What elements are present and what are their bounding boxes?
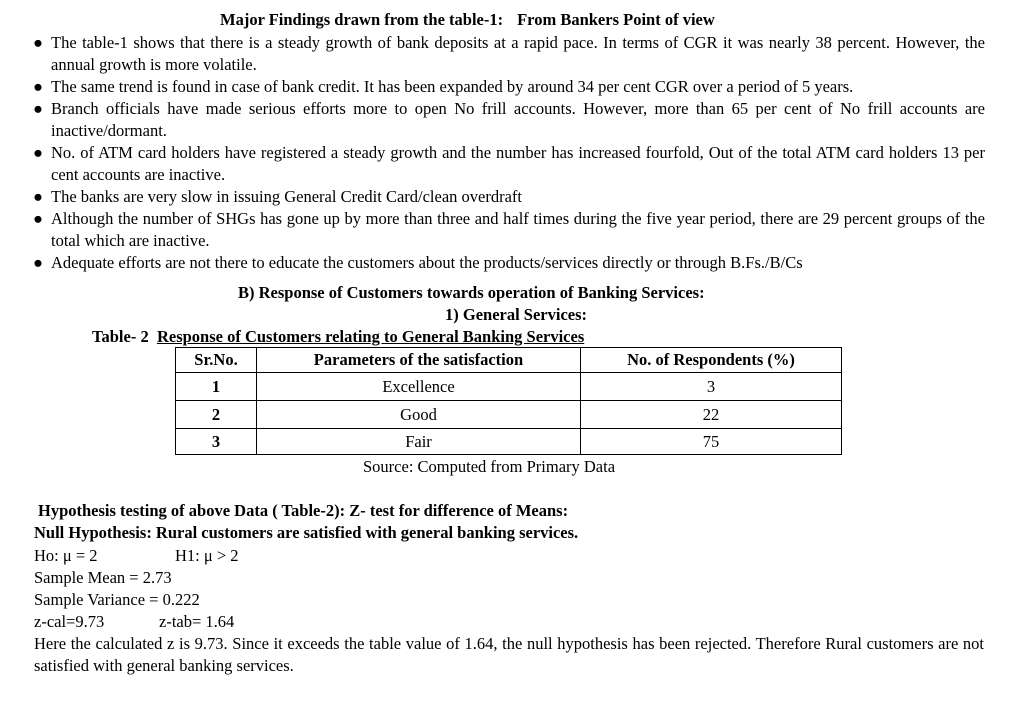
z-tab: z-tab= 1.64 xyxy=(159,612,235,631)
findings-heading-left: Major Findings drawn from the table-1: xyxy=(220,10,504,29)
bullet-icon: ● xyxy=(33,187,43,206)
bullet-icon: ● xyxy=(33,33,43,52)
list-item: ● The table-1 shows that there is a steady growth of bank deposits at a rapid pace. In terms of CGR it was nearly 38 percent. However, the annual growth is more volatile. xyxy=(33,33,985,74)
table-caption-title: Response of Customers relating to General Banking Services xyxy=(156,327,585,346)
h1-statement: H1: μ > 2 xyxy=(175,546,239,565)
bullet-icon: ● xyxy=(33,253,43,272)
list-item: ● Branch officials have made serious efforts more to open No frill accounts. However, more than 65 per cent of No frill accounts are inactive/dormant. xyxy=(33,99,985,140)
list-item: ● The same trend is found in case of bank credit. It has been expanded by around 34 per cent CGR over a period of 5 years. xyxy=(33,77,854,96)
cell-respondents: 75 xyxy=(581,429,842,455)
bullet-icon: ● xyxy=(33,99,43,118)
cell-respondents: 22 xyxy=(581,401,842,429)
sample-variance: Sample Variance = 0.222 xyxy=(34,590,200,609)
cell-sr-no: 1 xyxy=(176,373,257,401)
table-row xyxy=(176,401,842,429)
cell-respondents: 3 xyxy=(581,373,842,401)
table-header-row xyxy=(176,348,842,373)
null-hypothesis: Null Hypothesis: Rural customers are satisfied with general banking services. xyxy=(34,523,579,542)
satisfaction-table xyxy=(175,347,842,455)
list-item: ● Although the number of SHGs has gone up by more than three and half times during the five year period, there are 29 percent groups of the total which are inactive. xyxy=(33,209,985,250)
hypothesis-heading: Hypothesis testing of above Data ( Table-2): Z- test for difference of Means: xyxy=(38,501,569,520)
table-source: Source: Computed from Primary Data xyxy=(363,457,616,476)
findings-heading-right: From Bankers Point of view xyxy=(517,10,715,29)
ho-statement: Ho: μ = 2 xyxy=(34,546,98,565)
cell-sr-no: 2 xyxy=(176,401,257,429)
bullet-icon: ● xyxy=(33,77,43,96)
header-sr-no: Sr.No. xyxy=(176,348,257,373)
cell-parameter: Good xyxy=(257,401,581,429)
table-row xyxy=(176,373,842,401)
table-caption xyxy=(92,326,584,348)
table-row xyxy=(176,429,842,455)
table-caption-label: Table- 2 xyxy=(92,327,149,346)
cell-sr-no: 3 xyxy=(176,429,257,455)
header-respondents: No. of Respondents (%) xyxy=(581,348,842,373)
bullet-icon: ● xyxy=(33,209,43,228)
list-item: ● The banks are very slow in issuing General Credit Card/clean overdraft xyxy=(33,187,523,206)
cell-parameter: Excellence xyxy=(257,373,581,401)
section-b-heading: B) Response of Customers towards operation of Banking Services: xyxy=(238,283,705,302)
findings-heading xyxy=(220,9,715,31)
header-parameters: Parameters of the satisfaction xyxy=(257,348,581,373)
cell-parameter: Fair xyxy=(257,429,581,455)
sample-mean: Sample Mean = 2.73 xyxy=(34,568,172,587)
bullet-icon: ● xyxy=(33,143,43,162)
z-cal: z-cal=9.73 xyxy=(34,612,105,631)
conclusion-paragraph: Here the calculated z is 9.73. Since it exceeds the table value of 1.64, the null hypothesis has been rejected. Therefore Rural customers are not satisfied with general banking services. xyxy=(34,634,984,675)
list-item: ● No. of ATM card holders have registered a steady growth and the number has increased fourfold, Out of the total ATM card holders 13 per cent accounts are inactive. xyxy=(33,143,985,184)
general-services-heading: 1) General Services: xyxy=(445,305,588,324)
findings-list xyxy=(33,32,985,274)
list-item: ● Adequate efforts are not there to educate the customers about the products/services directly or through B.Fs./B/Cs xyxy=(33,253,803,272)
